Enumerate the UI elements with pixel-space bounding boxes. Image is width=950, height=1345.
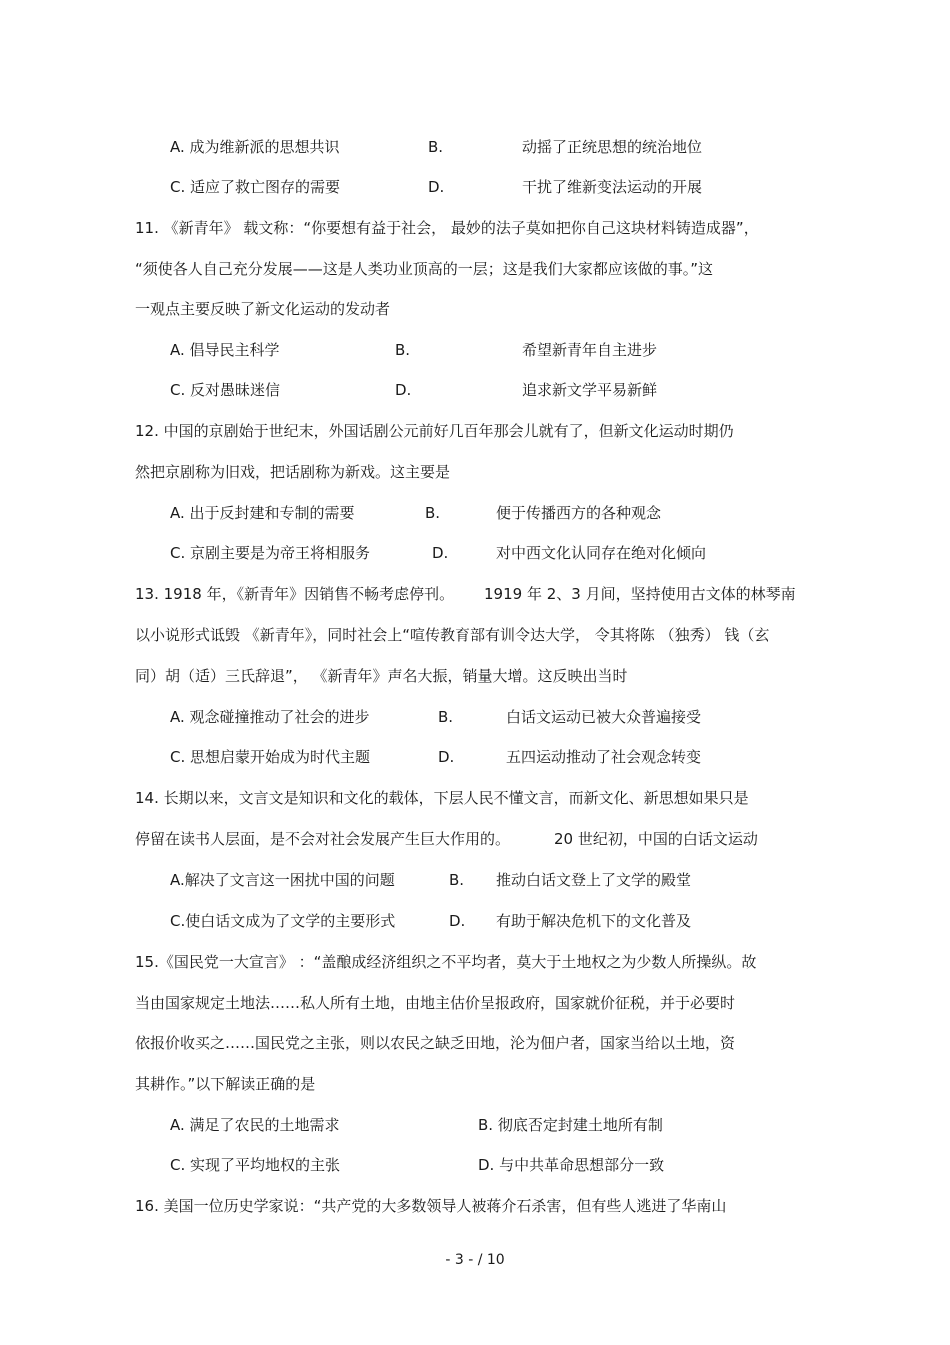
q11-option-d-label: D.: [395, 381, 412, 399]
q11-stem-line1: 11. 《新青年》 载文称：“你要想有益于社会， 最妙的法子莫如把你自己这块材料铸造成器”，: [135, 219, 759, 237]
q13-option-b-label: B.: [438, 708, 454, 726]
q14-option-d: 有助于解决危机下的文化普及: [496, 912, 692, 930]
q13-option-c: C. 思想启蒙开始成为时代主题: [170, 748, 371, 766]
q15-stem-line1: 15.《国民党一大宣言》 ：“盖酿成经济组织之不平均者，莫大于土地权之为少数人所操纵。故: [135, 953, 757, 971]
q11-option-c: C. 反对愚昧迷信: [170, 381, 281, 399]
q13-stem-line1b: 1919 年 2、3 月间，坚持使用古文体的林琴南: [484, 585, 796, 603]
q13-stem-line3: 同）胡（适）三氏辞退”， 《新青年》声名大振，销量大增。这反映出当时: [135, 667, 628, 685]
q14-option-d-label: D.: [449, 912, 466, 930]
q12-stem-line1: 12. 中国的京剧始于世纪末，外国话剧公元前好几百年那会儿就有了，但新文化运动时期仍: [135, 422, 734, 440]
q11-option-a: A. 倡导民主科学: [170, 341, 280, 359]
q10-option-d: 干扰了维新变法运动的开展: [522, 178, 703, 196]
q10-option-b: 动摇了正统思想的统治地位: [522, 138, 703, 156]
q15-option-d: D. 与中共革命思想部分一致: [478, 1156, 665, 1174]
q16-stem-line1: 16. 美国一位历史学家说：“共产党的大多数领导人被蒋介石杀害，但有些人逃进了华南山: [135, 1197, 727, 1215]
q11-stem-line2: “须使各人自己充分发展——这是人类功业顶高的一层；这是我们大家都应该做的事。”这: [135, 260, 714, 278]
q15-option-a: A. 满足了农民的土地需求: [170, 1116, 340, 1134]
q14-option-b: 推动白话文登上了文学的殿堂: [496, 871, 692, 889]
q13-option-d: 五四运动推动了社会观念转变: [506, 748, 702, 766]
q13-stem-line1a: 13. 1918 年，《新青年》因销售不畅考虑停刊。: [135, 585, 455, 603]
q14-stem-line2b: 20 世纪初，中国的白话文运动: [554, 830, 758, 848]
q12-option-c: C. 京剧主要是为帝王将相服务: [170, 544, 371, 562]
q12-option-b: 便于传播西方的各种观念: [496, 504, 662, 522]
q13-option-b: 白话文运动已被大众普遍接受: [506, 708, 702, 726]
q12-option-d-label: D.: [432, 544, 449, 562]
q15-option-c: C. 实现了平均地权的主张: [170, 1156, 341, 1174]
q15-stem-line3: 依报价收买之……国民党之主张，则以农民之缺乏田地，沦为佃户者，国家当给以土地，资: [135, 1034, 736, 1052]
q14-option-b-label: B.: [449, 871, 465, 889]
q15-stem-line4: 其耕作。”以下解读正确的是: [135, 1075, 316, 1093]
q13-option-a: A. 观念碰撞推动了社会的进步: [170, 708, 370, 726]
q14-stem-line1: 14. 长期以来，文言文是知识和文化的载体，下层人民不懂文言，而新文化、新思想如果只是: [135, 789, 749, 807]
q11-option-b: 希望新青年自主进步: [522, 341, 658, 359]
page-number: - 3 - / 10: [445, 1252, 505, 1268]
q15-stem-line2: 当由国家规定土地法……私人所有土地，由地主估价呈报政府，国家就价征税，并于必要时: [135, 994, 736, 1012]
q10-option-b-label: B.: [428, 138, 444, 156]
q12-stem-line2: 然把京剧称为旧戏，把话剧称为新戏。这主要是: [135, 463, 451, 481]
q13-stem-line2: 以小说形式诋毁 《新青年》，同时社会上“喧传教育部有训令达大学， 令其将陈 （独秀） 钱（玄: [135, 626, 770, 644]
q11-option-d: 追求新文学平易新鲜: [522, 381, 658, 399]
q12-option-a: A. 出于反封建和专制的需要: [170, 504, 355, 522]
q10-option-d-label: D.: [428, 178, 445, 196]
q14-stem-line2a: 停留在读书人层面，是不会对社会发展产生巨大作用的。: [135, 830, 511, 848]
q13-option-d-label: D.: [438, 748, 455, 766]
q10-option-a: A. 成为维新派的思想共识: [170, 138, 340, 156]
q14-option-c: C.使白话文成为了文学的主要形式: [170, 912, 396, 930]
q11-option-b-label: B.: [395, 341, 411, 359]
q11-stem-line3: 一观点主要反映了新文化运动的发动者: [135, 300, 391, 318]
q12-option-d: 对中西文化认同存在绝对化倾向: [496, 544, 707, 562]
q12-option-b-label: B.: [425, 504, 441, 522]
q10-option-c: C. 适应了救亡图存的需要: [170, 178, 341, 196]
q14-option-a: A.解决了文言这一困扰中国的问题: [170, 871, 395, 889]
q15-option-b: B. 彻底否定封建土地所有制: [478, 1116, 663, 1134]
